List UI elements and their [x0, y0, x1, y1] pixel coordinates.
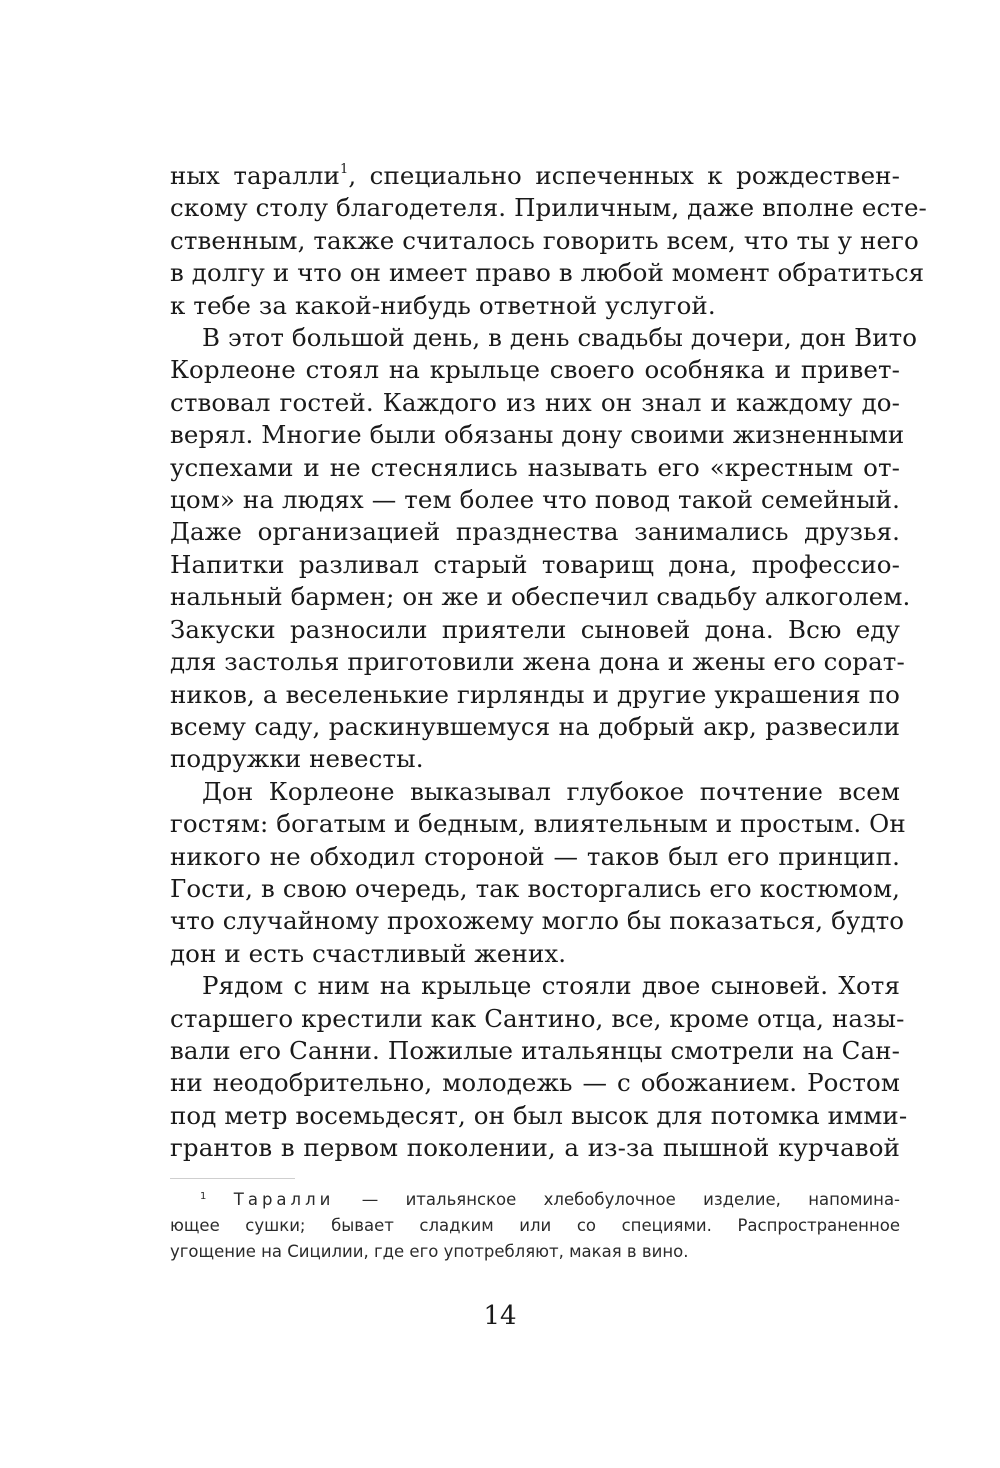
text-line: Напитки разливал старый товарищ дона, профессио-: [170, 549, 900, 579]
text-line: подружки невесты.: [170, 744, 424, 774]
text-line: что случайному прохожему могло бы показаться, будто: [170, 906, 905, 936]
text-line: грантов в первом поколении, а из-за пышной курчавой: [170, 1133, 900, 1163]
text-line: старшего крестили как Сантино, все, кроме отца, назы-: [170, 1003, 905, 1033]
text-line: ников, а веселенькие гирлянды и другие украшения по: [170, 679, 900, 709]
footnote-term: Таралли: [233, 1190, 335, 1209]
text-line: Рядом с ним на крыльце стояли двое сыновей. Хотя: [202, 971, 900, 1001]
text-line: скому столу благодетеля. Приличным, даже вполне есте-: [170, 193, 927, 223]
text-line: Корлеоне стоял на крыльце своего особняка и привет-: [170, 355, 900, 385]
text-line: под метр восемьдесят, он был высок для потомка имми-: [170, 1100, 908, 1130]
text-line: Дон Корлеоне выказывал глубокое почтение всем: [202, 776, 900, 806]
footnote-line: [170, 1187, 900, 1213]
text-line: вали его Санни. Пожилые итальянцы смотрели на Сан-: [170, 1035, 900, 1065]
text-fragment: ных таралли: [170, 161, 340, 190]
text-line: Закуски разносили приятели сыновей дона. Всю еду: [170, 614, 900, 644]
text-line: в долгу и что он имеет право в любой момент обратиться: [170, 258, 925, 288]
text-line: ни неодобрительно, молодежь — с обожанием. Ростом: [170, 1068, 900, 1098]
text-line: всему саду, раскинувшемуся на добрый акр, развесили: [170, 711, 900, 741]
footnote-reference[interactable]: 1: [339, 162, 349, 177]
footnote-text: — итальянское хлебобулочное изделие, напомина-: [361, 1190, 901, 1209]
text-line: В этот большой день, в день свадьбы дочери, дон Вито: [202, 323, 918, 353]
paragraph-3: [170, 776, 906, 970]
page-number: 14: [483, 1301, 517, 1331]
text-line: верял. Многие были обязаны дону своими жизненными: [170, 420, 905, 450]
footnote-line: угощение на Сицилии, где его употребляют, макая в вино.: [170, 1242, 689, 1261]
text-line: успехами и не стеснялись называть его «крестным от-: [170, 452, 900, 482]
paragraph-2: [170, 322, 918, 776]
paragraph-1: [170, 160, 927, 322]
text-line: для застолья приготовили жена дона и жены его сорат-: [170, 647, 905, 677]
text-line: Даже организацией празднества занимались друзья.: [170, 517, 900, 547]
footnote-divider: [170, 1178, 295, 1179]
footnote: [170, 1187, 900, 1265]
text-line: [170, 160, 900, 192]
text-line: нальный бармен; он же и обеспечил свадьбу алкоголем.: [170, 582, 911, 612]
text-line: дон и есть счастливый жених.: [170, 938, 567, 968]
text-line: Гости, в свою очередь, так восторгались его костюмом,: [170, 873, 900, 903]
text-line: к тебе за какой-нибудь ответной услугой.: [170, 290, 716, 320]
footnote-marker: 1: [200, 1191, 207, 1202]
paragraph-4: [170, 970, 908, 1164]
text-line: цом» на людях — тем более что повод такой семейный.: [170, 485, 900, 515]
text-line: никого не обходил стороной — таков был его принцип.: [170, 841, 900, 871]
text-fragment: , специально испеченных к рождествен-: [348, 161, 900, 190]
main-text: [170, 160, 927, 1165]
text-line: гостям: богатым и бедным, влиятельным и простым. Он: [170, 809, 906, 839]
text-line: ствовал гостей. Каждого из них он знал и каждому до-: [170, 387, 900, 417]
footnote-line: ющее сушки; бывает сладким или со специями. Распространенное: [170, 1216, 900, 1235]
text-line: ственным, также считалось говорить всем, что ты у него: [170, 225, 919, 255]
